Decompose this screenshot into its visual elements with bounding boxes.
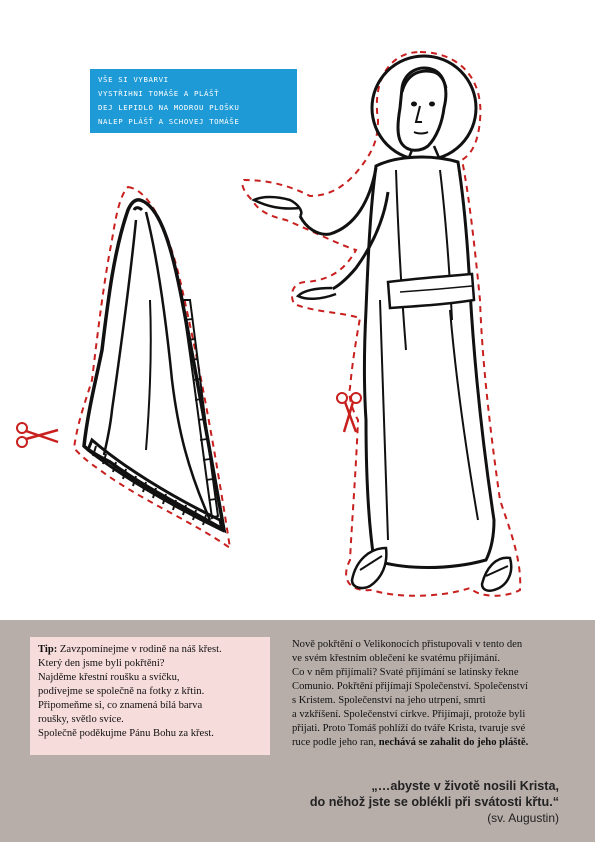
thomas-hand xyxy=(298,288,336,299)
quote-line: „…abyste v životě nosili Krista, xyxy=(371,779,559,793)
story-line: Co v něm přijímali? Svaté přijímání se latinsky řekne xyxy=(292,667,519,678)
story-text-bold: nechává se zahalit do jeho pláště. xyxy=(378,737,529,748)
story-line: Nově pokřtění o Velikonocích přistupovali v tento den xyxy=(292,639,523,650)
tip-line: Najděme křestní roušku a svíčku, xyxy=(38,672,180,683)
thomas-eye xyxy=(411,102,417,107)
tip-line xyxy=(38,643,262,657)
thomas-sandal xyxy=(352,548,386,588)
thomas-upper-arm xyxy=(300,168,376,234)
thomas-head xyxy=(398,68,446,150)
scissors-icon xyxy=(17,423,58,447)
instructions-box xyxy=(90,69,297,133)
tip-box xyxy=(30,637,270,755)
story-line: s Kristem. Společenství na jeho utrpení, smrti xyxy=(292,695,486,706)
cloak-cutout xyxy=(74,187,230,548)
instruction-line: NALEP PLÁŠŤ A SCHOVEJ TOMÁŠE xyxy=(98,117,240,126)
tip-text: Zavzpomínejme v rodině na náš křest. xyxy=(57,644,222,655)
tip-line: podívejme se společně na fotky z křtin. xyxy=(38,686,205,697)
instruction-line: DEJ LEPIDLO NA MODROU PLOŠKU xyxy=(98,103,240,112)
thomas-eye xyxy=(429,102,435,107)
thomas-sandal xyxy=(482,558,511,591)
scissors-icon xyxy=(337,393,361,432)
story-text xyxy=(292,638,577,750)
instruction-line: VŠE SI VYBARVI xyxy=(98,75,169,84)
quote-block xyxy=(310,778,559,826)
quote-author: (sv. Augustin) xyxy=(487,811,559,825)
thomas-hand xyxy=(254,197,301,216)
thomas-robe xyxy=(365,157,495,567)
story-line: přijati. Proto Tomáš pohlíží do tváře Krista, tvaruje své xyxy=(292,723,526,734)
instruction-line: VYSTŘIHNI TOMÁŠE A PLÁŠŤ xyxy=(98,89,220,98)
tip-line: roušky, světlo svíce. xyxy=(38,714,124,725)
tip-line: Který den jsme byli pokřtěni? xyxy=(38,658,165,669)
story-text-plain: ruce podle jeho ran, xyxy=(292,737,379,748)
tip-label: Tip: xyxy=(38,644,58,655)
thomas-cutout xyxy=(242,52,520,596)
story-line xyxy=(292,736,577,750)
story-line: ve svém křestním oblečení ke svatému přijímání. xyxy=(292,653,500,664)
tip-line: Společně poděkujme Pánu Bohu za křest. xyxy=(38,728,214,739)
quote-line: do něhož jste se oblékli při svátosti křtu.“ xyxy=(309,795,559,809)
tip-line: Připomeňme si, co znamená bílá barva xyxy=(38,700,203,711)
story-line: Comunio. Pokřtění přijímají Společenství. Společenství xyxy=(292,681,528,692)
story-line: a vzkříšení. Společenství církve. Přijímají, protože byli xyxy=(292,709,526,720)
